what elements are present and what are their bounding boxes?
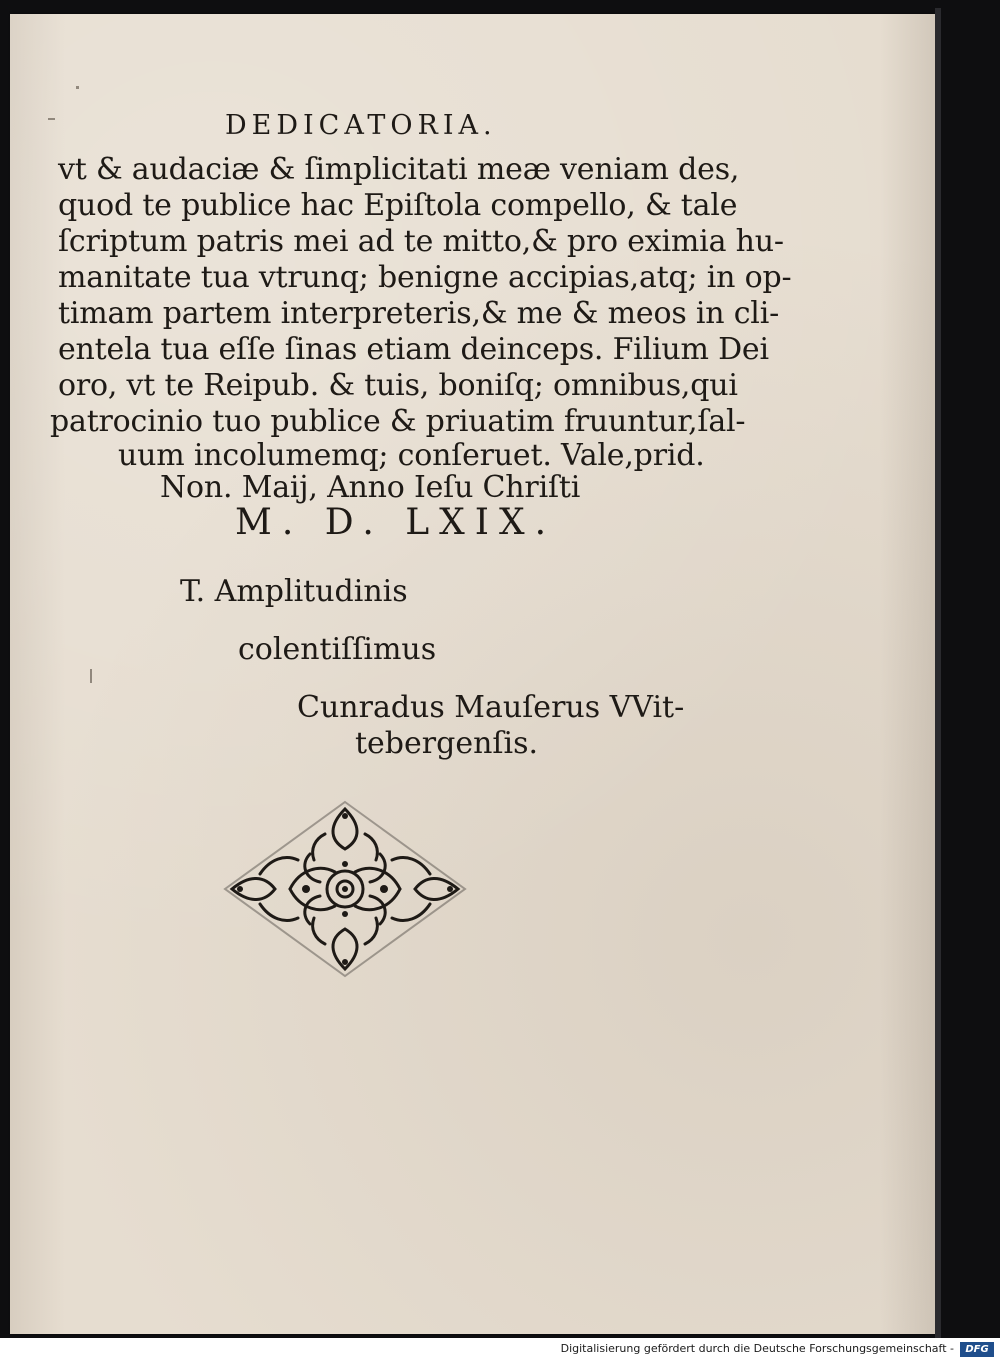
signature-line-2: colentiſſimus [238, 632, 437, 667]
dfg-logo-icon: DFG [960, 1342, 994, 1357]
body-line-8: patrocinio tuo publice & priuatim fruuntur,ſal- [50, 404, 746, 439]
signature-line-3: Cunradus Mauſerus VVit- [297, 690, 685, 725]
footer-bar [0, 1338, 1000, 1361]
page-edge [935, 8, 941, 1338]
body-line-3: ſcriptum patris mei ad te mitto,& pro eximia hu- [58, 224, 784, 259]
footer-credit: Digitalisierung gefördert durch die Deutsche Forschungsgemeinschaft - [560, 1342, 954, 1355]
body-line-4: manitate tua vtrunq; benigne accipias,atq; in op- [58, 260, 792, 295]
body-line-2: quod te publice hac Epiſtola compello, & tale [58, 188, 738, 223]
body-line-10: Non. Maij, Anno Ieſu Chriſti [160, 470, 581, 505]
running-head: DEDICATORIA. [225, 110, 497, 141]
body-line-6: entela tua eſſe ſinas etiam deinceps. Filium Dei [58, 332, 769, 367]
ink-speck [90, 669, 92, 683]
body-line-5: timam partem interpreteris,& me & meos in cli- [58, 296, 780, 331]
year-roman: M. D. LXIX. [235, 502, 557, 543]
signature-line-1: T. Amplitudinis [180, 574, 408, 609]
ink-speck [76, 86, 79, 89]
body-line-7: oro, vt te Reipub. & tuis, boniſq; omnibus,qui [58, 368, 738, 403]
ink-speck [48, 118, 55, 120]
signature-line-4: tebergenſis. [355, 726, 539, 761]
book-page [10, 14, 935, 1334]
body-line-9: uum incolumemq; conſeruet. Vale,prid. [118, 438, 705, 473]
body-line-1: vt & audaciæ & ſimplicitati meæ veniam des, [58, 152, 740, 187]
fleuron-ornament-icon [210, 794, 480, 984]
